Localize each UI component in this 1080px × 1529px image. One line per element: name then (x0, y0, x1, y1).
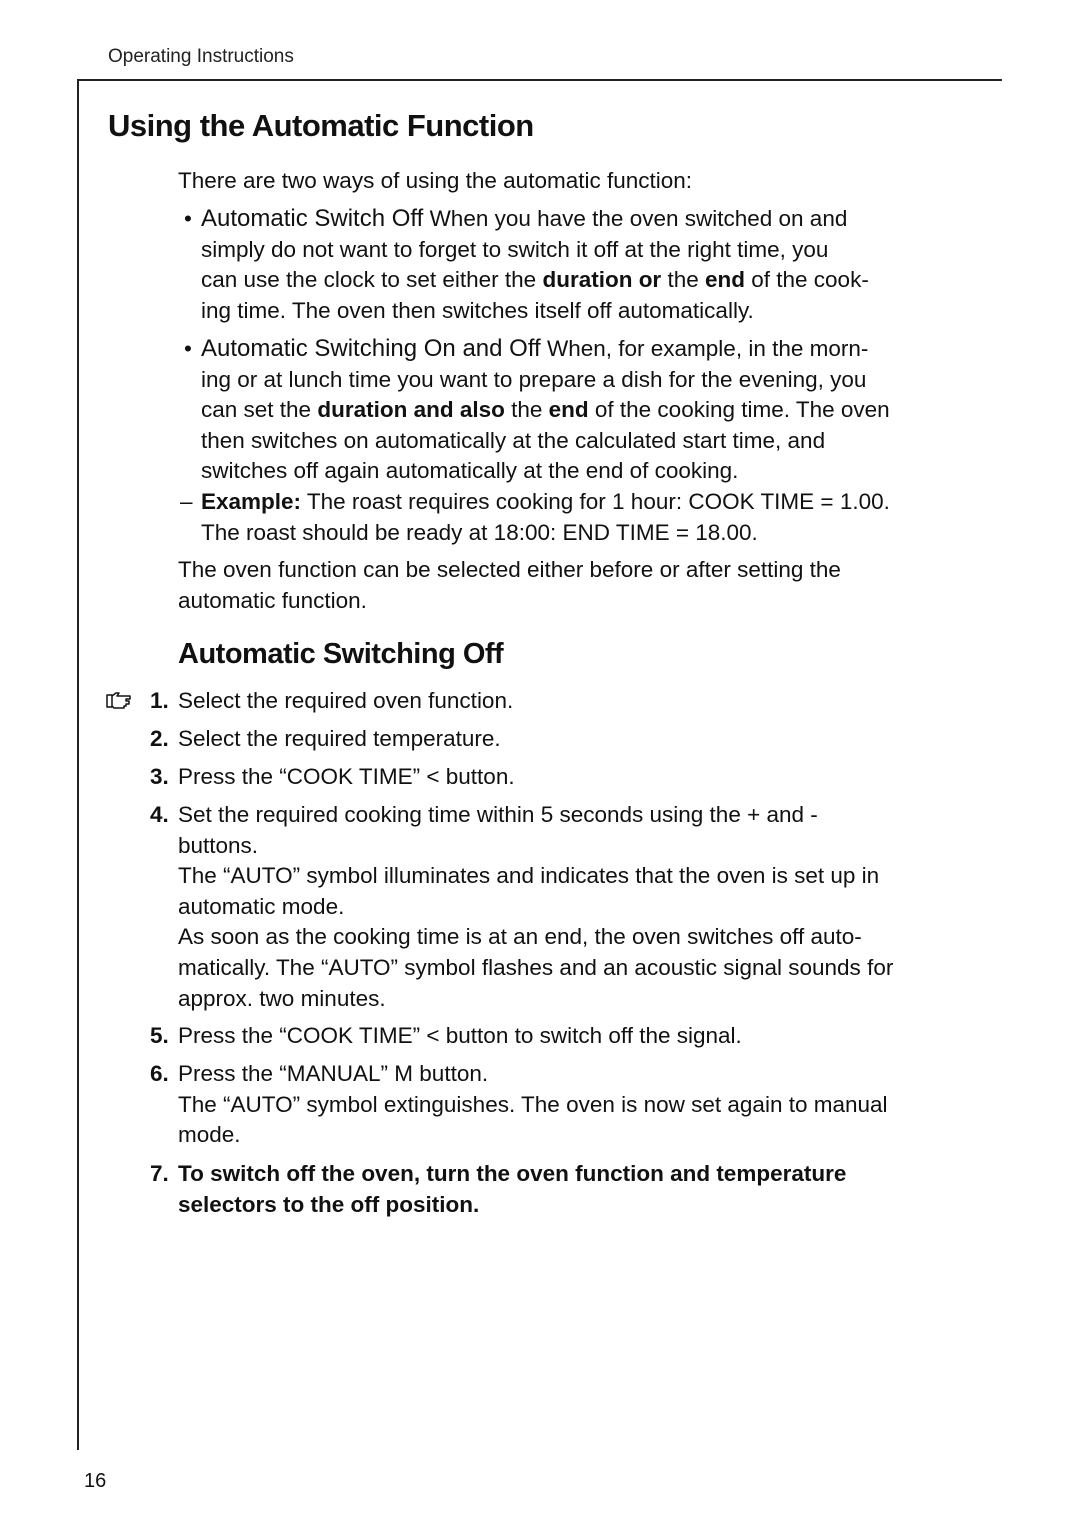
text: Press the “COOK TIME” < button to switch off the signal. (178, 1023, 742, 1048)
step-number: 6. (150, 1061, 169, 1086)
text-line (201, 334, 890, 365)
page-number: 16 (84, 1470, 107, 1492)
text-line (178, 686, 513, 717)
text-line (178, 762, 515, 793)
bold-text: duration and also (317, 397, 505, 423)
text: matically. The “AUTO” symbol flashes and an acoustic signal sounds for (178, 954, 894, 980)
text-line (178, 1120, 888, 1151)
text: the (661, 267, 705, 293)
text: buttons. (178, 832, 259, 858)
bold-text: selectors to the off position. (178, 1191, 480, 1217)
text-line (201, 235, 869, 266)
text-line (178, 1090, 888, 1121)
bullet-lead: Automatic Switching On and Off (201, 335, 541, 362)
bullet-lead: Automatic Switch Off (201, 205, 424, 232)
intro-paragraph (178, 166, 692, 197)
text-line (178, 555, 841, 586)
text-line (178, 586, 841, 617)
text: approx. two minutes. (178, 985, 386, 1011)
text: of the cooking time. The oven (588, 397, 890, 423)
text: Press the “COOK TIME” < button. (178, 764, 515, 789)
text-line (178, 1021, 742, 1052)
text: The oven function can be selected either before or after setting the (178, 557, 841, 582)
bold-text: end (548, 397, 589, 423)
text: automatic mode. (178, 893, 345, 919)
step-text (178, 724, 501, 755)
text-line (178, 953, 893, 984)
text: automatic function. (178, 587, 367, 613)
text-line (201, 395, 890, 426)
text-line (201, 204, 869, 235)
text-line (178, 800, 893, 831)
text-line (201, 265, 869, 296)
text: There are two ways of using the automatic function: (178, 168, 693, 193)
text: When you have the oven switched on and (423, 206, 848, 231)
text-line (178, 861, 893, 892)
bold-text: end (704, 267, 745, 293)
step-number: 2. (150, 726, 169, 751)
page-title: Using the Automatic Function (108, 108, 534, 143)
text-line (201, 296, 869, 327)
text-line (178, 166, 692, 197)
step-number: 1. (150, 688, 169, 713)
text: The roast should be ready at 18:00: END TIME = 18.00. (201, 519, 758, 545)
dash-icon: – (180, 489, 193, 514)
text: Select the required temperature. (178, 726, 501, 751)
text: Set the required cooking time within 5 seconds using the + and - (178, 802, 818, 827)
oven-function-note (178, 555, 841, 616)
text: Press the “MANUAL” M button. (178, 1061, 489, 1086)
step-number: 7. (150, 1161, 169, 1186)
text: The “AUTO” symbol illuminates and indicates that the oven is set up in (178, 863, 880, 889)
section-heading: Automatic Switching Off (178, 638, 504, 670)
text: As soon as the cooking time is at an end, the oven switches off auto- (178, 924, 862, 950)
step-number: 4. (150, 802, 169, 827)
running-header: Operating Instructions (108, 46, 294, 67)
text: switches off again automatically at the end of cooking. (201, 458, 739, 484)
pointing-hand-icon (106, 690, 132, 710)
text: The “AUTO” symbol extinguishes. The oven is now set again to manual (178, 1091, 888, 1117)
margin-rule (77, 79, 79, 1450)
step-text (178, 1021, 742, 1052)
text-line (178, 1059, 888, 1090)
bullet-automatic-switching-on-off (201, 334, 890, 487)
text: of the cook- (745, 267, 869, 293)
step-text (178, 762, 515, 793)
text-line (178, 922, 893, 953)
step-text (178, 800, 893, 1014)
bold-text: Example: (201, 489, 302, 514)
step-text (178, 1059, 888, 1151)
text-line (201, 487, 890, 518)
text-line (178, 831, 893, 862)
bullet-icon: • (184, 336, 192, 361)
text-line (201, 365, 890, 396)
text-line (201, 426, 890, 457)
header-rule (78, 79, 1002, 81)
text: the (504, 397, 549, 423)
step-text (178, 686, 513, 717)
text: can set the (201, 397, 318, 423)
step-text (178, 1159, 846, 1220)
step-number: 3. (150, 764, 169, 789)
text: Select the required oven function. (178, 688, 514, 713)
text-line (201, 518, 890, 549)
text: then switches on automatically at the calculated start time, and (201, 427, 826, 453)
text: mode. (178, 1122, 241, 1148)
bold-text: To switch off the oven, turn the oven function and temperature (178, 1161, 847, 1186)
step-number: 5. (150, 1023, 169, 1048)
example-paragraph (201, 487, 890, 548)
bullet-icon: • (184, 206, 192, 231)
text: The roast requires cooking for 1 hour: COOK TIME = 1.00. (301, 489, 890, 514)
text: ing time. The oven then switches itself off automatically. (201, 297, 754, 323)
text-line (201, 456, 890, 487)
bullet-automatic-switch-off (201, 204, 869, 326)
text: simply do not want to forget to switch it off at the right time, you (201, 236, 829, 262)
text-line (178, 1159, 846, 1190)
text: ing or at lunch time you want to prepare a dish for the evening, you (201, 366, 867, 392)
text-line (178, 892, 893, 923)
text: When, for example, in the morn- (540, 336, 869, 361)
bold-text: duration or (542, 267, 662, 293)
text-line (178, 724, 501, 755)
text-line (178, 1190, 846, 1221)
text: can use the clock to set either the (201, 267, 543, 293)
text-line (178, 984, 893, 1015)
